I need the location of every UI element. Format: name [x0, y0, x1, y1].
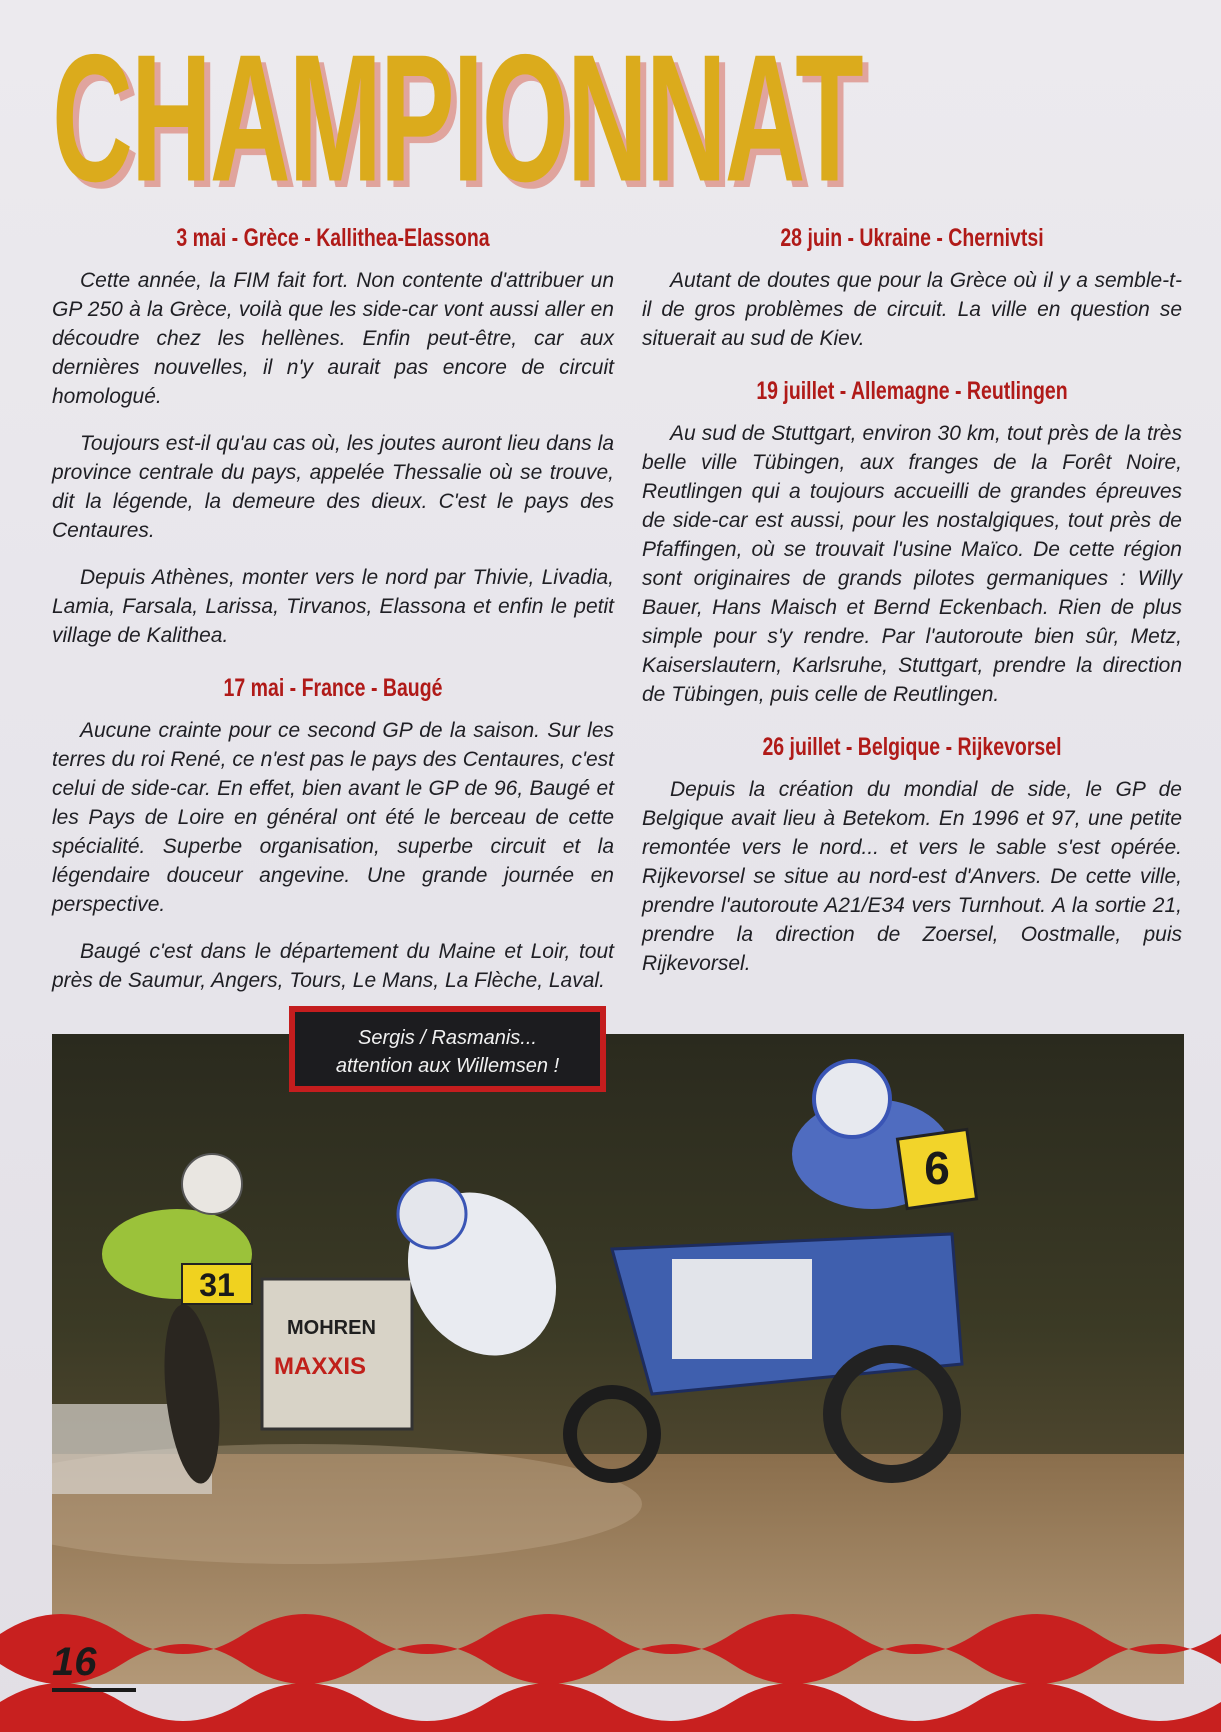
blue-sidecar-sponsor-panel [672, 1259, 812, 1359]
paragraph: Toujours est-il qu'au cas où, les joutes auront lieu dans la province centrale du pays, appelée Thessalie où se trouve, dit la légende, la demeure des dieux. C'est le pays des Centaures. [52, 432, 614, 542]
section-heading-greece: 3 mai - Grèce - Kallithea-Elassona [176, 224, 490, 252]
sponsor-maxxis-text: MAXXIS [274, 1353, 367, 1380]
red-wave-decoration [0, 1594, 1221, 1732]
race-photo [52, 1034, 1184, 1684]
paragraph: Autant de doutes que pour la Grèce où il y a semble-t-il de gros problèmes de circuit. La ville en question se situerait au sud de Kiev. [642, 269, 1182, 350]
green-rider-helmet [182, 1154, 242, 1214]
section-heading-germany: 19 juillet - Allemagne - Reutlingen [756, 377, 1068, 405]
section-heading-belgium: 26 juillet - Belgique - Rijkevorsel [762, 733, 1062, 761]
section-heading-ukraine: 28 juin - Ukraine - Chernivtsi [780, 224, 1044, 252]
paragraph: Baugé c'est dans le département du Maine et Loir, tout près de Saumur, Angers, Tours, Le Mans, La Flèche, Laval. [52, 940, 614, 992]
white-passenger-helmet [398, 1180, 466, 1248]
paragraph: Au sud de Stuttgart, environ 30 km, tout près de la très belle ville Tübingen, aux franges de la Forêt Noire, Reutlingen qui a toujours accueilli de grandes épreuves de side-car est aussi, pour les nostalgiques, tout près de Pfaffingen, où se trouvait l'usine Maïco. De cette région sont originaires de grands pilotes germaniques : Willy Bauer, Hans Maisch et Bernd Eckenbach. Rien de plus simple pour s'y rendre. Par l'autoroute bien sûr, Metz, Kaiserslautern, Karlsruhe, Stuttgart, prendre la direction de Tübingen, puis celle de Reutlingen. [642, 422, 1182, 706]
section-heading-france: 17 mai - France - Baugé [223, 674, 443, 702]
sponsor-mohren-text: MOHREN [287, 1317, 376, 1339]
caption-line-1: Sergis / Rasmanis... [358, 1027, 537, 1049]
sidecar-race-illustration [52, 1034, 1184, 1684]
plate-number-6: 6 [924, 1142, 950, 1194]
paragraph: Aucune crainte pour ce second GP de la saison. Sur les terres du roi René, ce n'est pas le pays des Centaures, c'est celui de side-car. En effet, bien avant le GP de 96, Baugé et les Pays de Loire en général ont été le berceau de cette spécialité. Superbe organisation, superbe circuit et la légendaire douceur angevine. Une grande journée en perspective. [52, 719, 614, 916]
photo-caption [289, 1006, 606, 1092]
paragraph: Depuis Athènes, monter vers le nord par Thivie, Livadia, Lamia, Farsala, Larissa, Tirvanos, Elassona et enfin le petit village de Kalithea. [52, 566, 614, 647]
caption-line-2: attention aux Willemsen ! [335, 1055, 560, 1077]
paragraph: Cette année, la FIM fait fort. Non contente d'attribuer un GP 250 à la Grèce, voilà que les side-car vont aussi aller en découdre chez les hellènes. Enfin peut-être, car aux dernières nouvelles, il n'y aurait pas encore de circuit homologué. [52, 269, 614, 408]
page-number-underline [52, 1688, 136, 1692]
paragraph: Depuis la création du mondial de side, le GP de Belgique avait lieu à Betekom. En 1996 et 97, une petite remontée vers le nord... et vers le sable s'est opérée. Rijkevorsel se situe au nord-est d'Anvers. De cette ville, prendre l'autoroute A21/E34 vers Turnhout. A la sortie 21, prendre la direction de Zoersel, Oostmalle, puis Rijkevorsel. [642, 778, 1182, 975]
page-title: CHAMPIONNAT [52, 16, 862, 220]
right-column [642, 222, 1182, 996]
plate-number-31: 31 [199, 1267, 235, 1303]
left-column [52, 222, 614, 1013]
blue-rider-helmet [814, 1061, 890, 1137]
page-number: 16 [52, 1640, 97, 1684]
